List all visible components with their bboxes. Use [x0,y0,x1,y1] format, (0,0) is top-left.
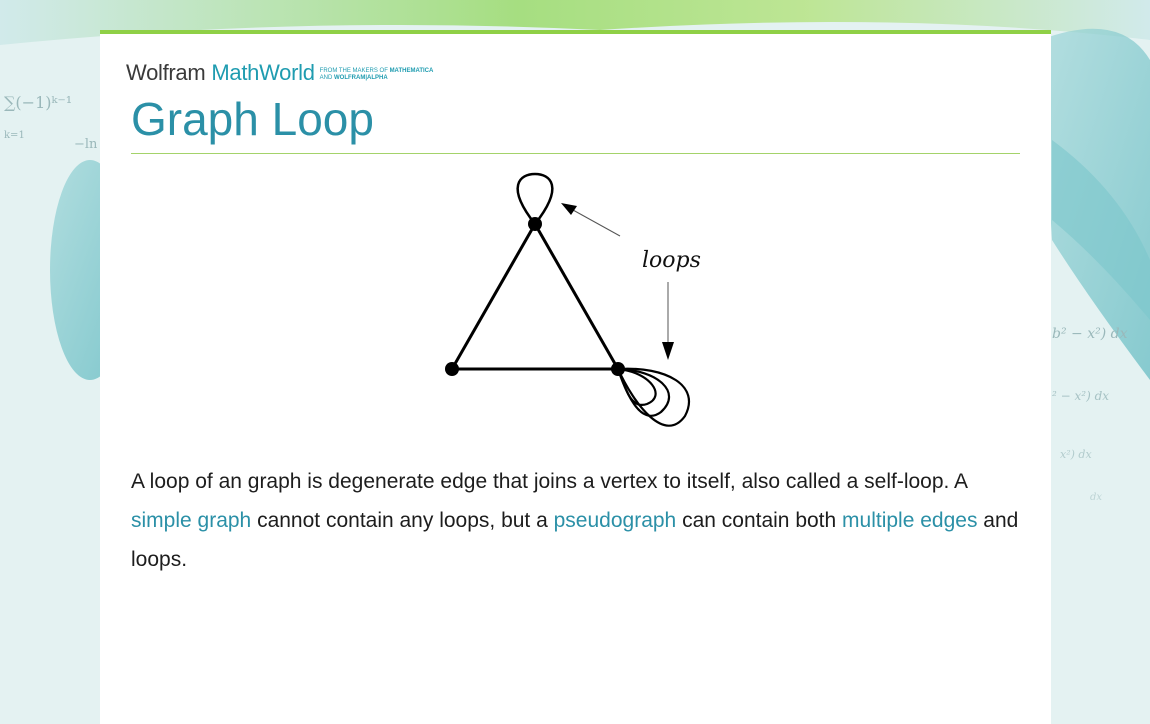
link-simple-graph[interactable]: simple graph [131,509,252,532]
edge-right [535,224,618,369]
arrow-right-head [662,342,674,360]
brand-tagline [320,68,434,82]
brand-mathworld: MathWorld [211,60,315,85]
edge-left [452,224,535,369]
tagline-wolframalpha: WOLFRAM|ALPHA [334,75,388,81]
arrow-top-line [573,210,620,236]
tagline-line1: FROM THE MAKERS OF [319,68,388,74]
arrow-top-head [561,203,577,215]
bg-formula-left-sub: k=1 [4,130,25,141]
tagline-line2: AND [319,75,333,81]
brand-wolfram: Wolfram [126,60,206,85]
vertex-right [611,362,625,376]
page-title: Graph Loop [131,93,374,145]
definition-text-3: can contain both [676,509,843,532]
vertex-top [528,217,542,231]
top-loop [518,174,553,224]
bg-formula-left: ∑(−1)ᵏ⁻¹ [4,93,73,112]
content-card [100,30,1051,724]
tagline-mathematica: MATHEMATICA [389,68,434,74]
vertex-left [445,362,459,376]
link-multiple-edges[interactable]: multiple edges [842,509,978,532]
loops-label: loops [642,248,701,273]
graph-loop-figure [435,166,715,434]
definition-text-2: cannot contain any loops, but a [251,509,554,532]
link-pseudograph[interactable]: pseudograph [553,509,677,532]
definition-text-1: A loop of an graph is degenerate edge that joins a vertex to itself, also called a self-loop. A [131,470,967,493]
bg-formula-right-4: dx [1090,492,1103,503]
bg-formula-left-ln: −ln [74,137,98,152]
bg-formula-right-2: ² − x²) dx [1052,389,1110,403]
site-logo[interactable] [126,62,433,84]
definition-text-4: and loops. [131,509,1019,571]
title-divider [131,153,1020,154]
bg-formula-right-3: x²) dx [1060,448,1092,461]
bg-formula-right-1: b² − x²) dx [1052,326,1128,342]
definition-paragraph [131,462,1021,579]
